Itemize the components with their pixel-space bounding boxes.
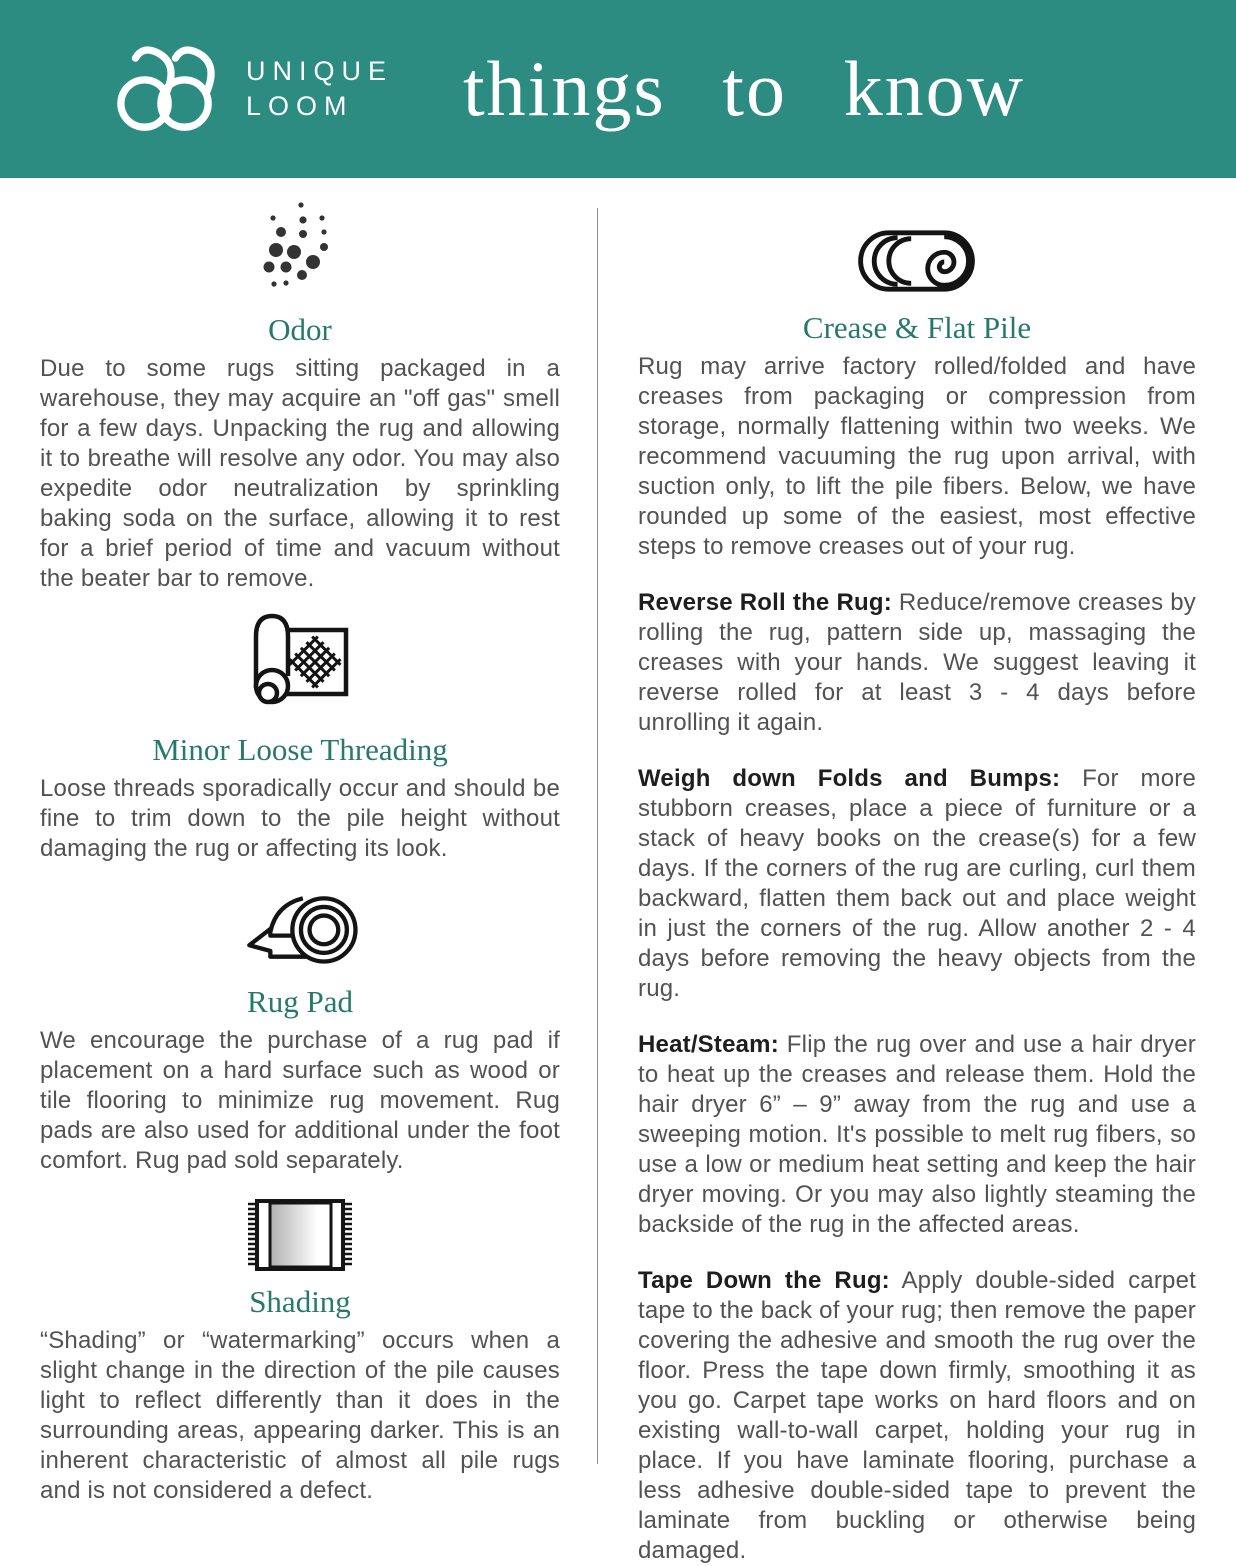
tip-reverse-roll: [638, 588, 1196, 738]
rug-pad-heading: Rug Pad: [247, 984, 353, 1019]
tip-tape-down: [638, 1266, 1196, 1566]
tip-reverse-roll-text: Reduce/remove creases by rolling the rug, pattern side up, massaging the creases with your hands. We suggest leaving it reverse rolled for at least 3 - 4 days before unrolling it again.: [638, 589, 1196, 736]
tip-tape-down-label: Tape Down the Rug:: [638, 1267, 890, 1294]
tape-roll-icon: [40, 884, 560, 972]
unique-loom-logo-icon: [110, 42, 230, 136]
tip-tape-down-text: Apply double-sided carpet tape to the back of your rug; then remove the paper covering the adhesive and smooth the rug over the floor. Press the tape down firmly, smoothing it as you go. Carpet tape works on hard floors and on existing wall-to-wall carpet, holding your rug in place. If you have laminate flooring, purchase a less adhesive double-sided tape to prevent the laminate from buckling or otherwise being damaged.: [638, 1267, 1197, 1564]
tip-weigh-down-text: For more stubborn creases, place a piece of furniture or a stack of heavy books on the crease(s) for a few days. If the corners of the rug are curling, curl them backward, flatten them back out and place weight in just the corners of the rug. Allow another 2 - 4 days before removing the heavy objects from the rug.: [638, 765, 1196, 1002]
header-banner: [0, 0, 1236, 178]
threading-heading: Minor Loose Threading: [152, 732, 448, 767]
tip-weigh-down-label: Weigh down Folds and Bumps:: [638, 765, 1061, 792]
tip-reverse-roll-label: Reverse Roll the Rug:: [638, 589, 892, 616]
odor-heading: Odor: [268, 312, 332, 347]
column-divider: [597, 208, 598, 1464]
rolled-rug-crosshatch-icon: [40, 606, 560, 720]
brand-line-2: LOOM: [246, 91, 354, 121]
brand-block: [110, 42, 393, 136]
right-column: [597, 178, 1236, 1566]
tip-heat-steam-label: Heat/Steam:: [638, 1031, 779, 1058]
tip-heat-steam-text: Flip the rug over and use a hair dryer to heat up the creases and release them. Hold the hair dryer 6” – 9” away from the rug and use a sweeping motion. It's possible to melt rug fibers, so use a low or medium heat setting and keep the hair dryer moving. Or you may also lightly steaming the backside of the rug in the affected areas.: [638, 1031, 1196, 1238]
crease-intro-paragraph: Rug may arrive factory rolled/folded and have creases from packaging or compression from storage, normally flattening within two weeks. We recommend vacuuming the rug upon arrival, with suction only, to lift the pile fibers. Below, we have rounded up some of the easiest, most effective steps to remove creases out of your rug.: [638, 353, 1196, 560]
shading-paragraph: “Shading” or “watermarking” occurs when a slight change in the direction of the pile causes light to reflect differently than it does in the surrounding areas, appearing darker. This is an inherent characteristic of almost all pile rugs and is not considered a defect.: [40, 1327, 560, 1504]
tip-weigh-down: [638, 764, 1196, 1004]
odor-paragraph: Due to some rugs sitting packaged in a warehouse, they may acquire an "off gas" smell for a few days. Unpacking the rug and allowing it to breathe will resolve any odor. You may also expedite odor neutralization by sprinkling baking soda on the surface, allowing it to rest for a brief period of time and vacuum without the beater bar to remove.: [40, 355, 560, 592]
rolled-rug-side-icon: [638, 226, 1196, 298]
fringed-rug-icon: [40, 1198, 560, 1272]
tip-heat-steam: [638, 1030, 1196, 1240]
content-area: [0, 178, 1236, 1566]
rug-pad-paragraph: We encourage the purchase of a rug pad if placement on a hard surface such as wood or tile flooring to minimize rug movement. Rug pads are also used for additional under the foot comfort. Rug pad sold separately.: [40, 1027, 560, 1174]
brand-line-1: UNIQUE: [246, 56, 394, 87]
brand-name: [246, 54, 393, 123]
page-title: things to know: [463, 45, 1025, 132]
shading-heading: Shading: [249, 1284, 351, 1319]
left-column: [0, 178, 597, 1506]
odor-dots-icon: [40, 198, 560, 300]
threading-paragraph: Loose threads sporadically occur and should be fine to trim down to the pile height without damaging the rug or affecting its look.: [40, 775, 560, 862]
crease-heading: Crease & Flat Pile: [802, 310, 1032, 345]
